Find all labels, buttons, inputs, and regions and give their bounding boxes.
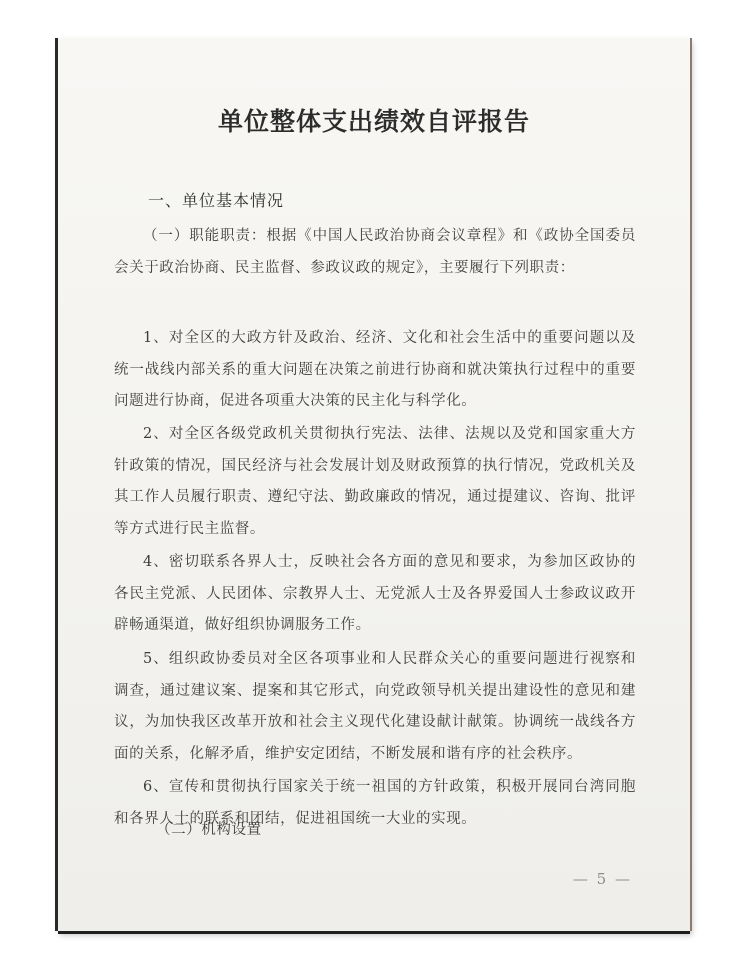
page-number: — 5 — [572,870,632,888]
paragraph-duties-intro: （一）职能职责：根据《中国人民政治协商会议章程》和《政协全国委员会关于政治协商、民主监督、参政议政的规定》，主要履行下列职责： [114,228,636,276]
paragraph-duty-1: 1、对全区的大政方针及政治、经济、文化和社会生活中的重要问题以及统一战线内部关系的重大问题在决策之前进行协商和就决策执行过程中的重要问题进行协商，促进各项重大决策的民主化与科学化。 [114,330,636,409]
sub-heading-organization: （二）机构设置 [156,822,262,838]
paragraph-duty-2: 2、对全区各级党政机关贯彻执行宪法、法律、法规以及党和国家重大方针政策的情况，国民经济与社会发展计划及财政预算的执行情况，党政机关及其工作人员履行职责、遵纪守法、勤政廉政的情况，通过提建议、咨询、批评等方式进行民主监督。 [114,426,636,537]
page-edge [690,38,692,931]
paragraph-duty-4: 4、密切联系各界人士，反映社会各方面的意见和要求，为参加区政协的各民主党派、人民团体、宗教界人士、无党派人士及各界爱国人士参政议政开辟畅通渠道，做好组织协调服务工作。 [114,554,636,633]
paragraph-duty-6: 6、宣传和贯彻执行国家关于统一祖国的方针政策，积极开展同台湾同胞和各界人士的联系和团结，促进祖国统一大业的实现。 [114,779,636,827]
section-heading-basic-info: 一、单位基本情况 [148,191,285,210]
document-page [58,38,690,931]
paragraph-duty-5: 5、组织政协委员对全区各项事业和人民群众关心的重要问题进行视察和调查，通过建议案、提案和其它形式，向党政领导机关提出建设性的意见和建议，为加快我区改革开放和社会主义现代化建设献计献策。协调统一战线各方面的关系，化解矛盾，维护安定团结，不断发展和谐有序的社会秩序。 [114,651,636,762]
document-title: 单位整体支出绩效自评报告 [217,107,530,136]
